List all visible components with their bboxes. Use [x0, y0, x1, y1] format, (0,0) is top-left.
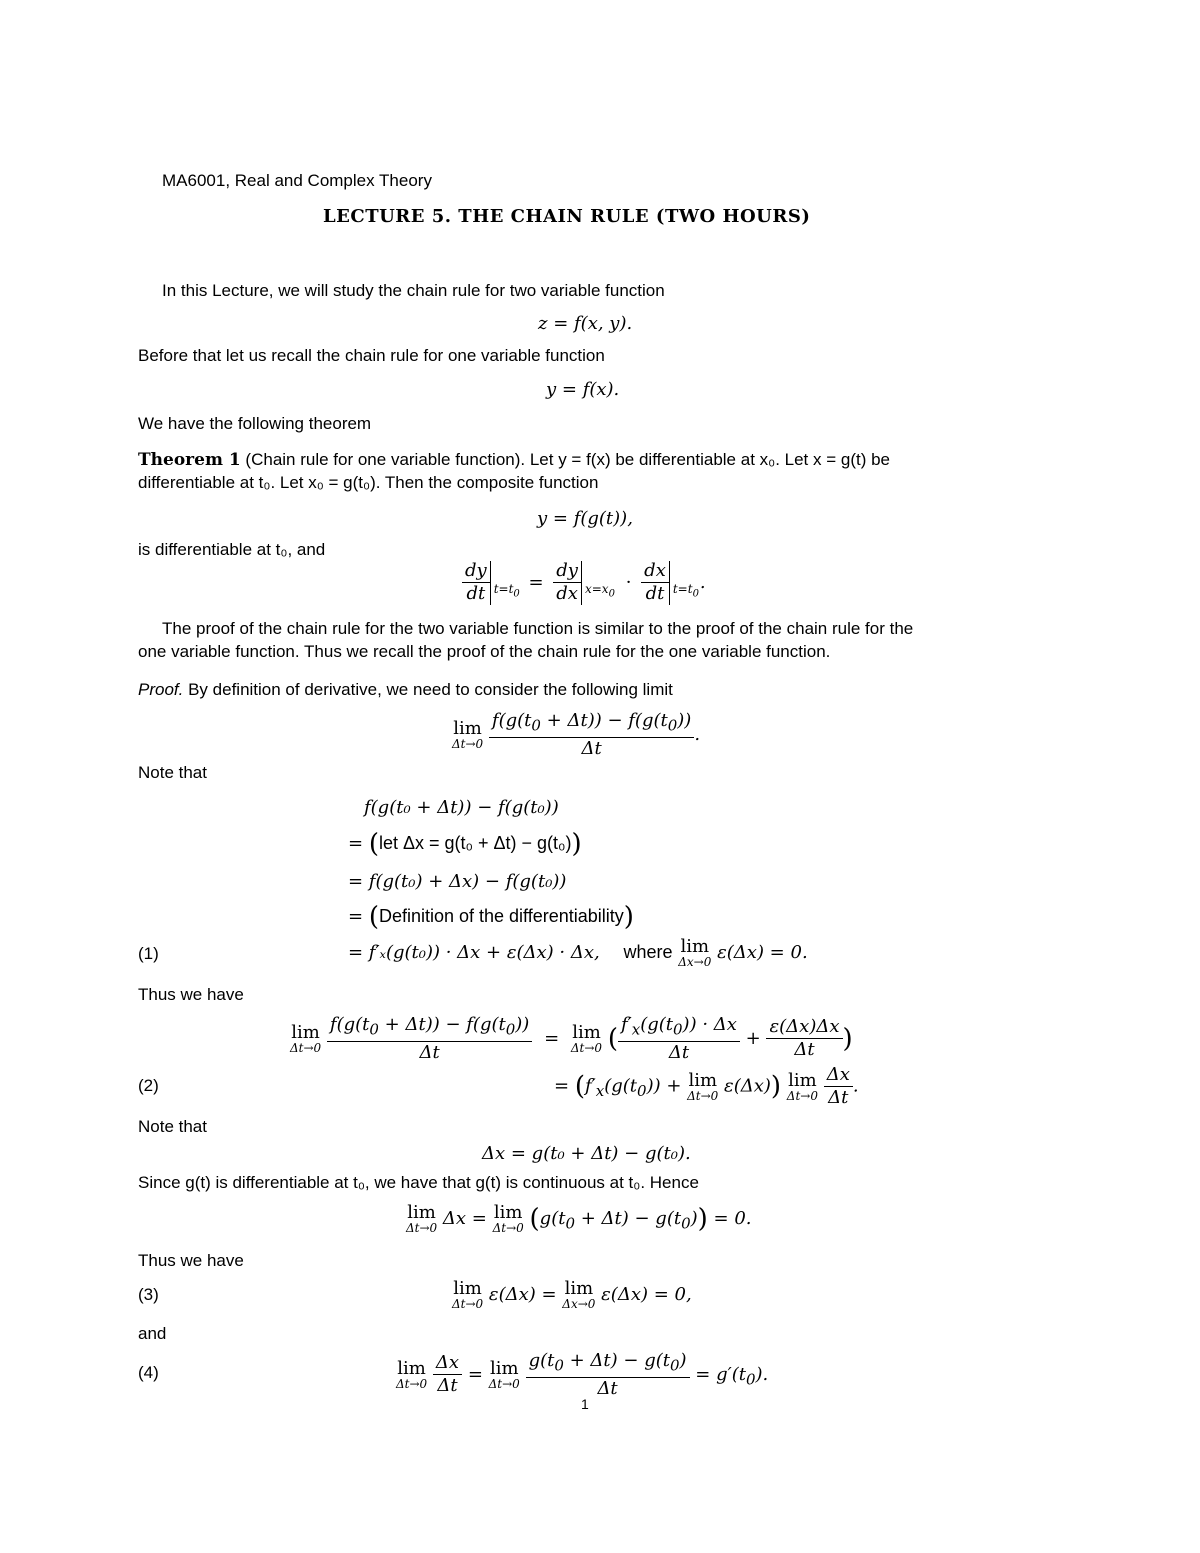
equation-4: lim Δt→0 $\frac{\Delta x}{\Delta t}$ = lim Δt→0 $\frac{g(t_0 + \Delta t) - g(t_0)}{\Delta t}$ = $g'(t_0)$. — [396, 1350, 769, 1399]
equation-label-4: (4) — [138, 1363, 159, 1382]
since-text: Since g(t) is differentiable at t₀, we have that g(t) is continuous at t₀. Hence — [138, 1173, 699, 1192]
theorem-label: Theorem 1 — [138, 450, 241, 470]
note-that-2: Note that — [138, 1117, 207, 1136]
equation-label-2: (2) — [138, 1076, 159, 1095]
eq1-line-5-expr: = f′ₓ(g(t₀)) · Δx + ε(Δx) · Δx, — [348, 942, 600, 963]
limit-difference-quotient: lim Δt→0 $\frac{f(g(t_0 + \Delta t)) - f(g(t_0))}{\Delta t}$ . — [452, 710, 701, 759]
eq1-definition-text: Definition of the differentiability — [378, 906, 624, 926]
equation-z: z = f(x, y). — [538, 313, 633, 334]
eq1-line-3: = f(g(t₀) + Δx) − f(g(t₀)) — [348, 871, 567, 892]
equation-y: y = f(x). — [546, 379, 620, 400]
theorem-statement: (Chain rule for one variable function). Let y = f(x) be differentiable at x₀. Let x = g(t) be — [245, 450, 891, 469]
page-number: 1 — [581, 1396, 589, 1412]
theorem-line-3: is differentiable at t₀, and — [138, 540, 326, 559]
note-that-1: Note that — [138, 763, 207, 782]
equation-label-3: (3) — [138, 1285, 159, 1304]
eq1-lim-tail: ε(Δx) = 0. — [717, 942, 808, 963]
thus-we-have-1: Thus we have — [138, 985, 244, 1004]
page-title: LECTURE 5. THE CHAIN RULE (TWO HOURS) — [323, 206, 811, 227]
equation-label-1: (1) — [138, 944, 159, 963]
continuity-limit: lim Δt→0 Δx = lim Δt→0 $(g(t_0 + \Delta t) - g(t_0)) = 0$. — [406, 1202, 752, 1235]
eq1-line-1: f(g(t₀ + Δt)) − f(g(t₀)) — [364, 797, 559, 818]
eq1-line-2: = (let Δx = g(t₀ + Δt) − g(t₀)) — [348, 829, 582, 859]
proof-text: By definition of derivative, we need to consider the following limit — [188, 680, 673, 699]
thus-we-have-2: Thus we have — [138, 1251, 244, 1270]
equation-delta-x: Δx = g(t₀ + Δt) − g(t₀). — [482, 1143, 691, 1164]
theorem-line-2: differentiable at t₀. Let x₀ = g(t₀). Then the composite function — [138, 473, 599, 492]
equation-composite: y = f(g(t)), — [537, 508, 633, 529]
and-text: and — [138, 1324, 167, 1343]
eq1-let-text: let Δx = g(t₀ + Δt) − g(t₀) — [378, 833, 572, 853]
recall-text: Before that let us recall the chain rule for one variable function — [138, 346, 605, 365]
eq1-line-5: = f′ₓ(g(t₀)) · Δx + ε(Δx) · Δx, where lim Δx→0 ε(Δx) = 0. — [348, 936, 808, 969]
intro-text: In this Lecture, we will study the chain rule for two variable function — [162, 281, 665, 300]
chain-rule-formula: $\frac{dy}{dt}$ $t=t_0$ = $\frac{dy}{dx}$ $x=x_0$ · $\frac{dx}{dt}$ $t=t_0$ . — [462, 560, 706, 605]
eq2-line-1: lim Δt→0 $\frac{f(g(t_0 + \Delta t)) - f(g(t_0))}{\Delta t}$ = lim Δt→0 ( $\frac{f'_x(g(t_0)) \cdot \Delta x}{\Delta t}$ + $\frac{\varepsilon(\Delta x)\Delta x}{\Delta t}$ ) — [290, 1014, 853, 1063]
proof-label: Proof. — [138, 680, 184, 699]
eq1-where: where — [623, 942, 673, 962]
theorem-intro: We have the following theorem — [138, 414, 372, 433]
equation-3: lim Δt→0 ε(Δx) = lim Δx→0 ε(Δx) = 0, — [452, 1278, 692, 1311]
eq1-line-4: = (Definition of the differentiability) — [348, 902, 634, 932]
course-name: MA6001, Real and Complex Theory — [162, 171, 432, 190]
proof-paragraph-line-1: The proof of the chain rule for the two variable function is similar to the proof of the chain rule for the — [162, 619, 914, 638]
proof-paragraph-line-2: one variable function. Thus we recall the proof of the chain rule for the one variable function. — [138, 642, 831, 661]
proof-line — [138, 679, 673, 701]
eq2-line-2: = ($f'_x(g(t_0))$ + lim Δt→0 ε(Δx)) lim Δt→0 $\frac{\Delta x}{\Delta t}$ . — [554, 1064, 859, 1108]
theorem-line-1 — [138, 449, 890, 471]
